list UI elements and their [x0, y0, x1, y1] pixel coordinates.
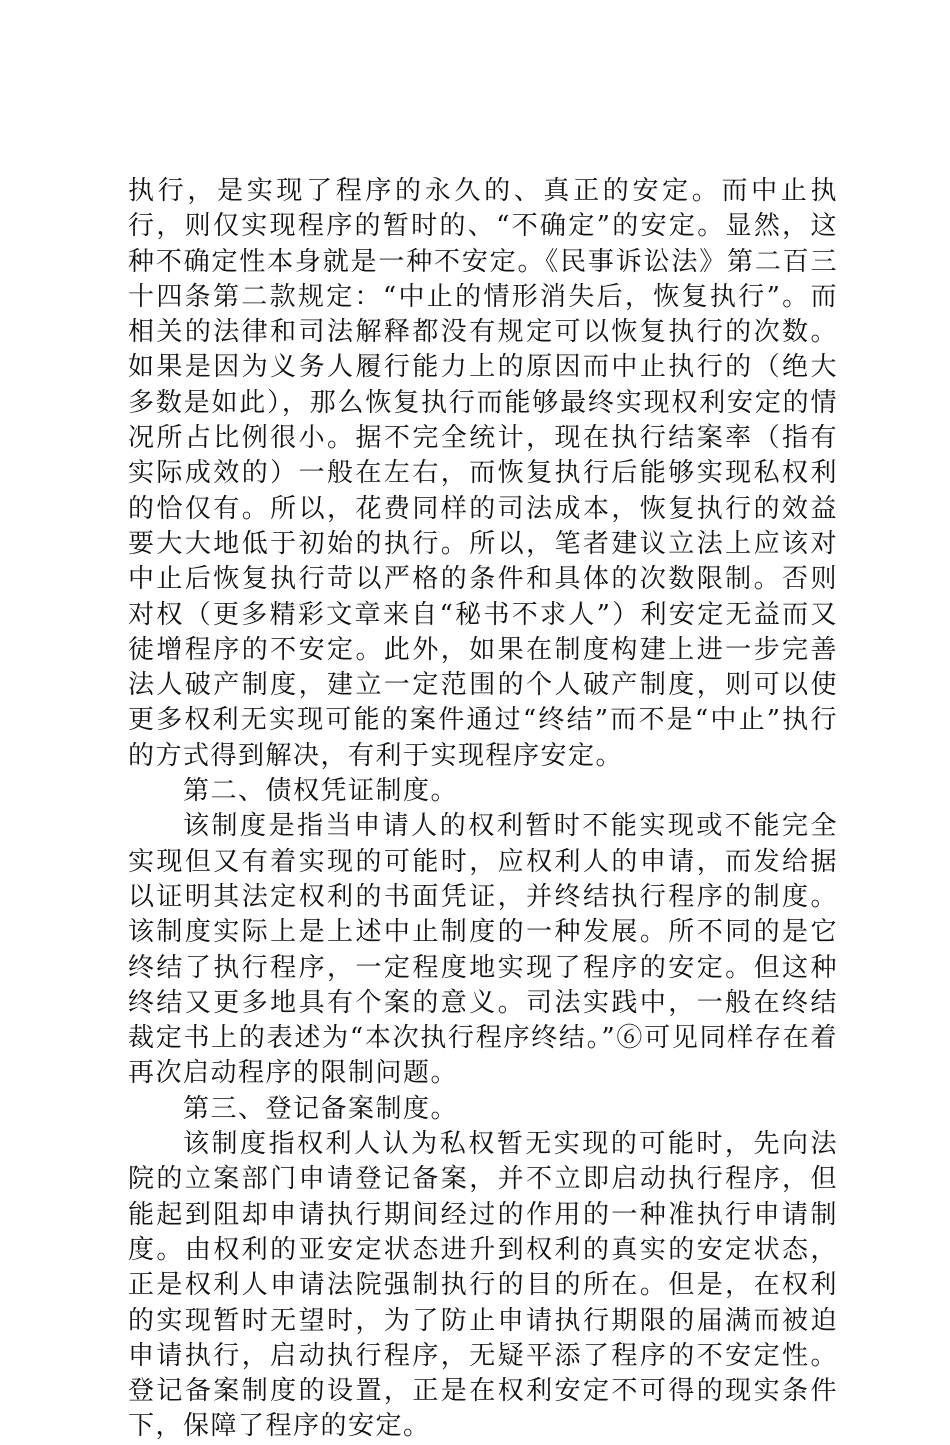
heading-registration-filing-system: 第三、登记备案制度。: [183, 1093, 459, 1124]
heading-debt-certificate-system: 第二、债权凭证制度。: [183, 776, 459, 807]
paragraph-registration-filing: 该制度指权利人认为私权暂无实现的可能时，先向法院的立案部门申请登记备案，并不立即启动执行程序，但能起到阻却申请执行期间经过的作用的一种准执行申请制度。由权利的亚安定状态进升到权利的真实的安定状态，正是权利人申请法院强制执行的目的所在。但是，在权利的实现暂时无望时，为了防止申请执行期限的届满而被迫申请执行，启动执行程序，无疑平添了程序的不安定性。登记备案制度的设置，正是在权利安定不可得的现实条件下，保障了程序的安定。: [128, 1129, 838, 1442]
paragraph-continuation: 执行，是实现了程序的永久的、真正的安定。而中止执行，则仅实现程序的暂时的、“不确定”的安定。显然，这种不确定性本身就是一种不安定。《民事诉讼法》第二百三十四条第二款规定：“中止的情形消失后，恢复执行”。而相关的法律和司法解释都没有规定可以恢复执行的次数。如果是因为义务人履行能力上的原因而中止执行的（绝大多数是如此），那么恢复执行而能够最终实现权利安定的情况所占比例很小。据不完全统计，现在执行结案率（指有实际成效的）一般在左右，而恢复执行后能够实现私权利的恰仅有。所以，花费同样的司法成本，恢复执行的效益要大大地低于初始的执行。所以，笔者建议立法上应该对中止后恢复执行苛以严格的条件和具体的次数限制。否则对权（更多精彩文章来自“秘书不求人”）利安定无益而又徒增程序的不安定。此外，如果在制度构建上进一步完善法人破产制度，建立一定范围的个人破产制度，则可以使更多权利无实现可能的案件通过“终结”而不是“中止”执行的方式得到解决，有利于实现程序安定。: [128, 176, 838, 771]
paragraph-debt-certificate: 该制度是指当申请人的权利暂时不能实现或不能完全实现但又有着实现的可能时，应权利人的申请，而发给据以证明其法定权利的书面凭证，并终结执行程序的制度。该制度实际上是上述中止制度的一种发展。所不同的是它终结了执行程序，一定程度地实现了程序的安定。但这种终结又更多地具有个案的意义。司法实践中，一般在终结裁定书上的表述为“本次执行程序终结。”⑥可见同样存在着再次启动程序的限制问题。: [128, 811, 838, 1089]
body-text: [128, 174, 838, 1445]
